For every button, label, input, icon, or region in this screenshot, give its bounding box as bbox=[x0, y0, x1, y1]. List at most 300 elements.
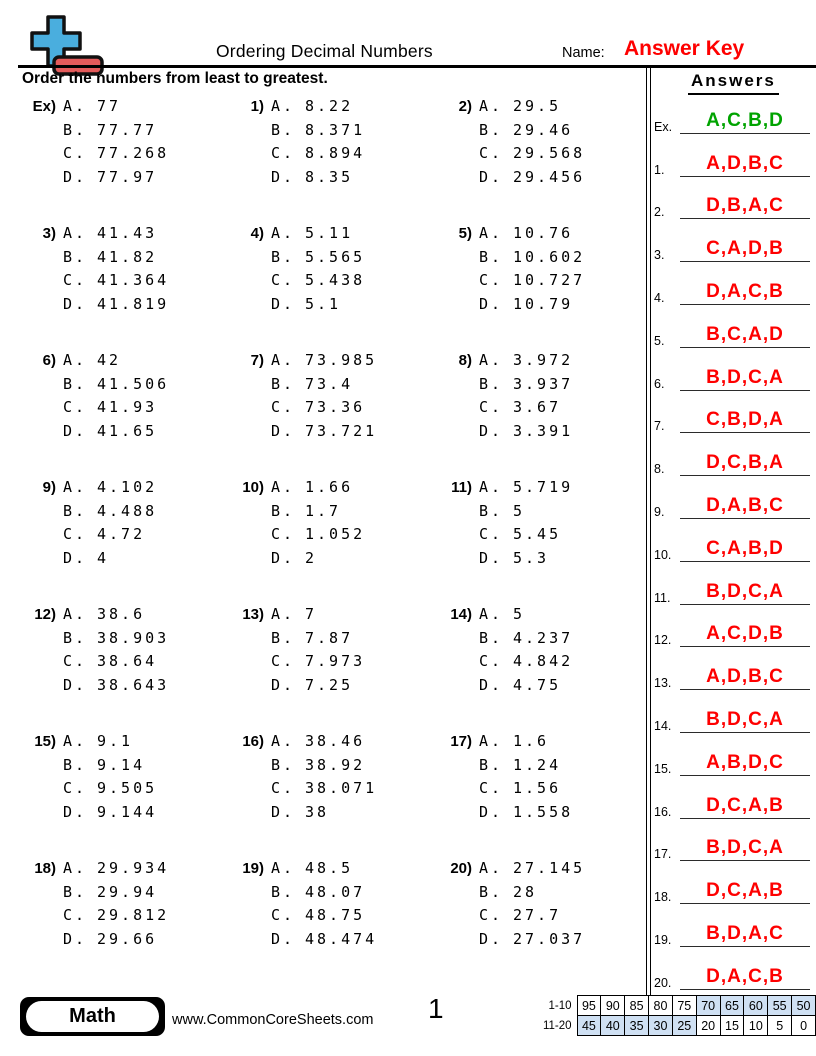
problem bbox=[228, 857, 436, 951]
answer-row bbox=[654, 177, 812, 220]
problem bbox=[436, 476, 644, 570]
problem-number: 16) bbox=[242, 733, 264, 750]
option-value: 48.75 bbox=[305, 906, 366, 924]
option-value: 73.721 bbox=[305, 421, 378, 440]
option-value: 4.75 bbox=[513, 675, 562, 694]
option-line bbox=[271, 904, 377, 928]
answer-blank bbox=[680, 923, 810, 947]
option-letter: A. bbox=[63, 97, 88, 115]
option-value: 4.842 bbox=[513, 652, 574, 670]
problem-number: 17) bbox=[450, 733, 472, 750]
answer-blank bbox=[680, 880, 810, 904]
option-letter: D. bbox=[271, 421, 296, 440]
answer-row bbox=[654, 348, 812, 391]
option-letter: B. bbox=[479, 755, 504, 774]
answer-value: A,C,B,D bbox=[706, 109, 784, 131]
score-cell: 60 bbox=[744, 996, 768, 1016]
option-value: 7.25 bbox=[305, 675, 354, 694]
answer-value: D,A,B,C bbox=[706, 494, 784, 516]
option-line bbox=[63, 293, 169, 317]
option-value: 29.456 bbox=[513, 167, 586, 186]
answer-number: 5. bbox=[654, 333, 665, 348]
option-value: 73.4 bbox=[305, 374, 354, 393]
option-line bbox=[63, 420, 169, 444]
answer-value: D,C,A,B bbox=[706, 880, 784, 902]
answer-number: 20. bbox=[654, 975, 672, 990]
option-value: 10.76 bbox=[513, 224, 574, 242]
answer-blank bbox=[680, 795, 810, 819]
option-value: 5.565 bbox=[305, 247, 366, 266]
option-value: 48.07 bbox=[305, 882, 366, 901]
option-letter: D. bbox=[479, 802, 504, 821]
option-line bbox=[271, 269, 365, 293]
option-value: 38.46 bbox=[305, 732, 366, 750]
option-letter: C. bbox=[271, 271, 296, 289]
option-line bbox=[479, 142, 585, 166]
answer-blank bbox=[680, 324, 810, 348]
option-value: 5.3 bbox=[513, 548, 550, 567]
answer-number: 18. bbox=[654, 890, 672, 905]
option-letter: A. bbox=[479, 224, 504, 242]
option-value: 8.22 bbox=[305, 97, 354, 115]
problem bbox=[20, 476, 228, 570]
option-letter: B. bbox=[63, 247, 88, 266]
option-value: 5.719 bbox=[513, 478, 574, 496]
option-value: 8.35 bbox=[305, 167, 354, 186]
option-value: 5 bbox=[513, 501, 526, 520]
option-letter: A. bbox=[479, 732, 504, 750]
option-value: 1.558 bbox=[513, 802, 574, 821]
option-list bbox=[271, 730, 377, 824]
option-line bbox=[271, 420, 377, 444]
answer-value: B,D,A,C bbox=[706, 922, 784, 944]
website-text: www.CommonCoreSheets.com bbox=[172, 1012, 374, 1028]
option-value: 5.11 bbox=[305, 224, 354, 242]
option-line bbox=[479, 627, 573, 651]
score-cell: 10 bbox=[744, 1016, 768, 1036]
problem bbox=[20, 857, 228, 951]
option-line bbox=[63, 222, 169, 246]
option-line bbox=[63, 95, 169, 119]
option-value: 29.46 bbox=[513, 120, 574, 139]
option-line bbox=[271, 777, 377, 801]
option-list bbox=[479, 349, 573, 443]
answer-value: D,B,A,C bbox=[706, 195, 784, 217]
option-letter: C. bbox=[479, 906, 504, 924]
option-letter: C. bbox=[63, 271, 88, 289]
score-table bbox=[526, 995, 816, 1036]
option-line bbox=[271, 222, 365, 246]
problem bbox=[20, 730, 228, 824]
option-line bbox=[63, 523, 157, 547]
option-letter: C. bbox=[479, 779, 504, 797]
problem bbox=[228, 730, 436, 824]
name-label: Name: bbox=[562, 45, 605, 61]
option-line bbox=[271, 857, 377, 881]
option-value: 41.82 bbox=[97, 247, 158, 266]
answer-row bbox=[654, 904, 812, 947]
option-letter: D. bbox=[271, 802, 296, 821]
answers-divider bbox=[646, 66, 651, 996]
option-value: 38.92 bbox=[305, 755, 366, 774]
option-letter: A. bbox=[479, 351, 504, 369]
option-letter: B. bbox=[479, 120, 504, 139]
answer-blank bbox=[680, 495, 810, 519]
option-letter: D. bbox=[479, 548, 504, 567]
option-value: 29.94 bbox=[97, 882, 158, 901]
problem bbox=[228, 476, 436, 570]
option-value: 3.972 bbox=[513, 351, 574, 369]
answer-row bbox=[654, 819, 812, 862]
option-letter: D. bbox=[63, 421, 88, 440]
name-value: Answer Key bbox=[624, 37, 745, 60]
option-value: 4 bbox=[97, 548, 110, 567]
problem bbox=[228, 349, 436, 443]
option-letter: A. bbox=[63, 732, 88, 750]
instruction-text: Order the numbers from least to greatest. bbox=[22, 70, 328, 87]
score-range-label: 11-20 bbox=[542, 1019, 572, 1032]
option-value: 1.6 bbox=[513, 732, 550, 750]
answer-row bbox=[654, 91, 812, 134]
score-cell: 30 bbox=[649, 1016, 673, 1036]
option-letter: A. bbox=[271, 732, 296, 750]
answer-row bbox=[654, 605, 812, 648]
answer-blank bbox=[680, 581, 810, 605]
option-line bbox=[271, 349, 377, 373]
option-line bbox=[479, 476, 573, 500]
answer-blank bbox=[680, 452, 810, 476]
answer-number: Ex. bbox=[654, 119, 673, 134]
problem-number: 8) bbox=[458, 352, 472, 369]
option-line bbox=[479, 95, 585, 119]
option-line bbox=[479, 373, 573, 397]
option-letter: D. bbox=[63, 294, 88, 313]
answer-number: 7. bbox=[654, 419, 665, 434]
option-line bbox=[63, 928, 169, 952]
answer-row bbox=[654, 519, 812, 562]
problem-number: 10) bbox=[242, 479, 264, 496]
answer-row bbox=[654, 476, 812, 519]
option-value: 9.1 bbox=[97, 732, 134, 750]
option-value: 41.65 bbox=[97, 421, 158, 440]
option-list bbox=[63, 476, 157, 570]
option-line bbox=[271, 396, 377, 420]
problem bbox=[436, 349, 644, 443]
answer-row bbox=[654, 947, 812, 990]
answer-blank bbox=[680, 966, 810, 990]
option-letter: C. bbox=[271, 779, 296, 797]
option-line bbox=[479, 222, 585, 246]
option-value: 7 bbox=[305, 605, 318, 623]
score-cell: 90 bbox=[601, 996, 625, 1016]
problem bbox=[436, 95, 644, 189]
option-value: 9.14 bbox=[97, 755, 146, 774]
problems-grid bbox=[20, 95, 644, 951]
option-line bbox=[63, 547, 157, 571]
option-line bbox=[63, 246, 169, 270]
option-line bbox=[63, 881, 169, 905]
problem bbox=[228, 95, 436, 189]
answer-value: D,C,A,B bbox=[706, 794, 784, 816]
option-line bbox=[479, 801, 573, 825]
option-value: 1.66 bbox=[305, 478, 354, 496]
answer-row bbox=[654, 262, 812, 305]
answer-number: 14. bbox=[654, 718, 672, 733]
problem-number: 2) bbox=[458, 98, 472, 115]
option-letter: A. bbox=[479, 605, 504, 623]
answer-value: D,C,B,A bbox=[706, 452, 784, 474]
option-value: 5 bbox=[513, 605, 526, 623]
option-letter: C. bbox=[479, 398, 504, 416]
problem-number: 18) bbox=[34, 860, 56, 877]
answer-value: A,C,D,B bbox=[706, 623, 784, 645]
option-letter: A. bbox=[63, 351, 88, 369]
option-letter: A. bbox=[271, 97, 296, 115]
answer-row bbox=[654, 690, 812, 733]
option-value: 77.97 bbox=[97, 167, 158, 186]
answer-value: C,B,D,A bbox=[706, 409, 784, 431]
problem bbox=[20, 222, 228, 316]
option-line bbox=[63, 801, 157, 825]
option-letter: C. bbox=[479, 652, 504, 670]
option-letter: D. bbox=[271, 294, 296, 313]
option-value: 9.505 bbox=[97, 779, 158, 797]
answer-number: 17. bbox=[654, 847, 672, 862]
option-list bbox=[271, 857, 377, 951]
option-value: 10.727 bbox=[513, 271, 586, 289]
option-line bbox=[271, 881, 377, 905]
option-value: 28 bbox=[513, 882, 538, 901]
option-list bbox=[63, 603, 169, 697]
option-list bbox=[63, 222, 169, 316]
option-line bbox=[479, 603, 573, 627]
option-line bbox=[63, 730, 157, 754]
option-letter: B. bbox=[479, 628, 504, 647]
answer-row bbox=[654, 433, 812, 476]
option-value: 10.602 bbox=[513, 247, 586, 266]
option-line bbox=[479, 500, 573, 524]
option-line bbox=[271, 119, 365, 143]
option-line bbox=[271, 650, 365, 674]
option-line bbox=[63, 650, 169, 674]
option-value: 73.36 bbox=[305, 398, 366, 416]
option-line bbox=[271, 754, 377, 778]
option-line bbox=[479, 523, 573, 547]
option-line bbox=[479, 754, 573, 778]
option-value: 38.903 bbox=[97, 628, 170, 647]
option-value: 1.052 bbox=[305, 525, 366, 543]
option-line bbox=[479, 246, 585, 270]
score-cell: 65 bbox=[720, 996, 744, 1016]
answer-row bbox=[654, 305, 812, 348]
option-letter: B. bbox=[63, 882, 88, 901]
score-table-body bbox=[526, 996, 816, 1036]
option-letter: B. bbox=[271, 120, 296, 139]
option-line bbox=[479, 881, 585, 905]
option-letter: A. bbox=[271, 351, 296, 369]
option-value: 41.819 bbox=[97, 294, 170, 313]
option-list bbox=[271, 476, 365, 570]
option-letter: A. bbox=[479, 97, 504, 115]
page-number: 1 bbox=[428, 993, 444, 1024]
option-letter: A. bbox=[63, 859, 88, 877]
option-value: 48.474 bbox=[305, 929, 378, 948]
option-letter: A. bbox=[63, 478, 88, 496]
problem-number: 19) bbox=[242, 860, 264, 877]
answer-blank bbox=[680, 110, 810, 134]
score-cell: 5 bbox=[768, 1016, 792, 1036]
option-value: 5.45 bbox=[513, 525, 562, 543]
problem-number: 1) bbox=[250, 98, 264, 115]
answer-number: 12. bbox=[654, 633, 672, 648]
option-line bbox=[479, 928, 585, 952]
option-value: 1.56 bbox=[513, 779, 562, 797]
option-value: 9.144 bbox=[97, 802, 158, 821]
option-line bbox=[479, 904, 585, 928]
option-line bbox=[479, 857, 585, 881]
option-list bbox=[479, 603, 573, 697]
answer-number: 2. bbox=[654, 205, 665, 220]
answer-value: D,A,C,B bbox=[706, 965, 784, 987]
option-letter: C. bbox=[63, 525, 88, 543]
option-list bbox=[63, 349, 169, 443]
option-value: 27.7 bbox=[513, 906, 562, 924]
answer-row bbox=[654, 861, 812, 904]
option-line bbox=[63, 119, 169, 143]
option-line bbox=[63, 754, 157, 778]
option-letter: A. bbox=[271, 478, 296, 496]
problem-number: 12) bbox=[34, 606, 56, 623]
option-letter: D. bbox=[479, 675, 504, 694]
option-line bbox=[479, 650, 573, 674]
option-value: 38.071 bbox=[305, 779, 378, 797]
option-letter: D. bbox=[63, 167, 88, 186]
score-cell: 15 bbox=[720, 1016, 744, 1036]
answer-number: 10. bbox=[654, 547, 672, 562]
answer-row bbox=[654, 733, 812, 776]
option-line bbox=[271, 627, 365, 651]
option-value: 2 bbox=[305, 548, 318, 567]
problem bbox=[436, 603, 644, 697]
option-value: 7.973 bbox=[305, 652, 366, 670]
option-line bbox=[479, 269, 585, 293]
option-line bbox=[479, 396, 573, 420]
option-letter: B. bbox=[63, 120, 88, 139]
score-cell: 75 bbox=[672, 996, 696, 1016]
option-letter: B. bbox=[479, 374, 504, 393]
answer-blank bbox=[680, 837, 810, 861]
answer-blank bbox=[680, 623, 810, 647]
option-line bbox=[63, 603, 169, 627]
answer-value: A,D,B,C bbox=[706, 666, 784, 688]
score-cell: 35 bbox=[625, 1016, 649, 1036]
score-cell: 40 bbox=[601, 1016, 625, 1036]
answer-value: B,D,C,A bbox=[706, 580, 784, 602]
answer-blank bbox=[680, 538, 810, 562]
option-letter: D. bbox=[63, 548, 88, 567]
option-letter: D. bbox=[271, 675, 296, 694]
page-title: Ordering Decimal Numbers bbox=[216, 41, 433, 61]
option-value: 5.438 bbox=[305, 271, 366, 289]
option-letter: C. bbox=[479, 144, 504, 162]
option-letter: D. bbox=[271, 167, 296, 186]
problem bbox=[228, 603, 436, 697]
option-line bbox=[271, 603, 365, 627]
problem-number: 15) bbox=[34, 733, 56, 750]
option-list bbox=[63, 857, 169, 951]
answer-blank bbox=[680, 409, 810, 433]
score-cell: 20 bbox=[696, 1016, 720, 1036]
answer-value: B,D,C,A bbox=[706, 837, 784, 859]
score-cell: 95 bbox=[577, 996, 601, 1016]
option-letter: D. bbox=[271, 548, 296, 567]
option-value: 27.145 bbox=[513, 859, 586, 877]
option-value: 29.5 bbox=[513, 97, 562, 115]
score-cell: 55 bbox=[768, 996, 792, 1016]
option-line bbox=[271, 500, 365, 524]
option-line bbox=[479, 777, 573, 801]
answer-blank bbox=[680, 752, 810, 776]
answer-number: 16. bbox=[654, 804, 672, 819]
option-line bbox=[271, 730, 377, 754]
answer-value: B,D,C,A bbox=[706, 708, 784, 730]
option-line bbox=[479, 547, 573, 571]
answer-value: C,A,D,B bbox=[706, 238, 784, 260]
option-line bbox=[63, 857, 169, 881]
answer-number: 13. bbox=[654, 676, 672, 691]
score-row bbox=[526, 996, 816, 1016]
problem bbox=[436, 222, 644, 316]
option-letter: C. bbox=[271, 398, 296, 416]
option-line bbox=[271, 523, 365, 547]
option-value: 8.371 bbox=[305, 120, 366, 139]
answer-number: 15. bbox=[654, 761, 672, 776]
option-value: 1.24 bbox=[513, 755, 562, 774]
option-line bbox=[271, 95, 365, 119]
option-list bbox=[479, 95, 585, 189]
option-letter: C. bbox=[479, 525, 504, 543]
option-value: 4.102 bbox=[97, 478, 158, 496]
option-letter: C. bbox=[63, 398, 88, 416]
score-cell: 85 bbox=[625, 996, 649, 1016]
option-letter: D. bbox=[479, 929, 504, 948]
option-letter: B. bbox=[479, 247, 504, 266]
option-letter: C. bbox=[271, 525, 296, 543]
option-letter: B. bbox=[479, 882, 504, 901]
answer-value: C,A,B,D bbox=[706, 537, 784, 559]
problem bbox=[20, 349, 228, 443]
option-line bbox=[479, 674, 573, 698]
answer-blank bbox=[680, 367, 810, 391]
option-letter: A. bbox=[479, 859, 504, 877]
option-line bbox=[271, 476, 365, 500]
option-line bbox=[479, 730, 573, 754]
option-line bbox=[63, 166, 169, 190]
answer-blank bbox=[680, 709, 810, 733]
answer-row bbox=[654, 562, 812, 605]
answer-value: A,B,D,C bbox=[706, 751, 784, 773]
option-letter: B. bbox=[63, 374, 88, 393]
option-line bbox=[63, 269, 169, 293]
header-rule bbox=[18, 65, 816, 68]
option-value: 5.1 bbox=[305, 294, 342, 313]
option-value: 8.894 bbox=[305, 144, 366, 162]
option-value: 77.77 bbox=[97, 120, 158, 139]
problem bbox=[228, 222, 436, 316]
option-letter: D. bbox=[271, 929, 296, 948]
answer-number: 9. bbox=[654, 504, 665, 519]
option-value: 38.64 bbox=[97, 652, 158, 670]
